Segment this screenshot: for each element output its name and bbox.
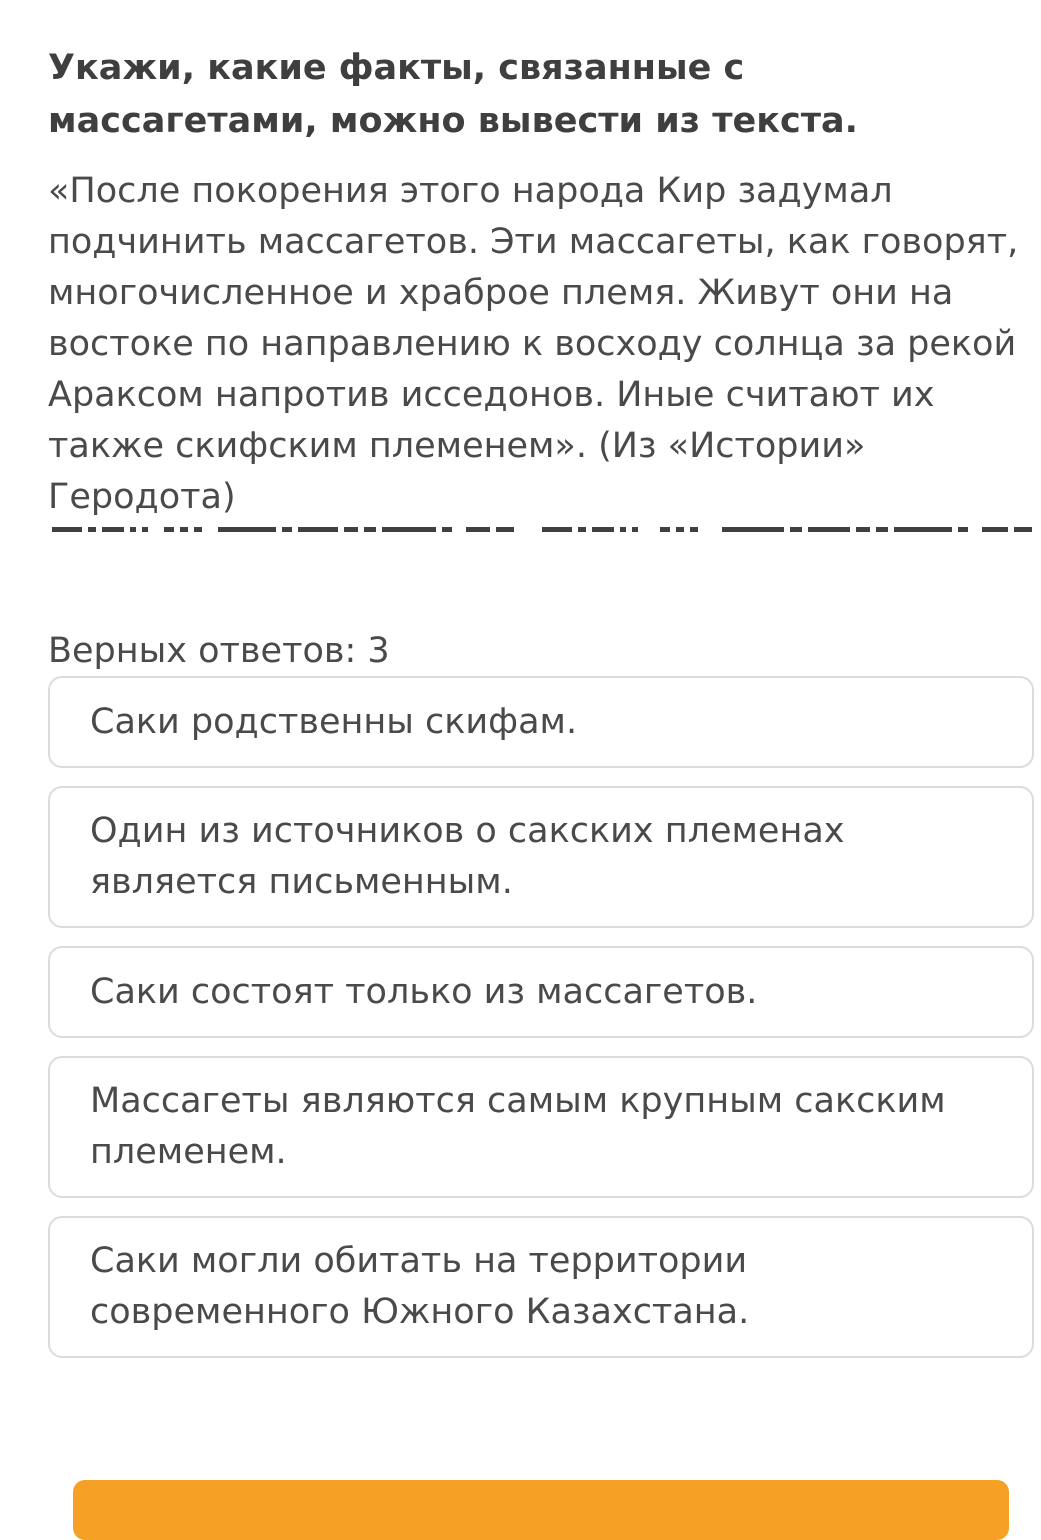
answer-option[interactable]: Саки могли обитать на территории современного Южного Казахстана.: [48, 1216, 1034, 1358]
answer-option[interactable]: Саки состоят только из массагетов.: [48, 946, 1034, 1038]
source-passage: «После покорения этого народа Кир задумал подчинить массагетов. Эти массагеты, как говорят, многочисленное и храброе племя. Живут они на востоке по направлению к восходу солнца за рекой Араксом напротив исседонов. Иные считают их также скифским племенем». (Из «Истории» Геродота): [48, 171, 1019, 517]
question-title: Укажи, какие факты, связанные с массагетами, можно вывести из текста.: [48, 48, 858, 141]
cut-off-text-line: [48, 524, 1032, 534]
correct-answers-count: Верных ответов: 3: [48, 631, 390, 671]
answer-option[interactable]: Один из источников о сакских племенах является письменным.: [48, 786, 1034, 928]
answer-option[interactable]: Массагеты являются самым крупным сакским племенем.: [48, 1056, 1034, 1198]
answer-options-list: [48, 676, 1034, 1376]
answer-option[interactable]: Саки родственны скифам.: [48, 676, 1034, 768]
submit-button[interactable]: [73, 1480, 1009, 1540]
